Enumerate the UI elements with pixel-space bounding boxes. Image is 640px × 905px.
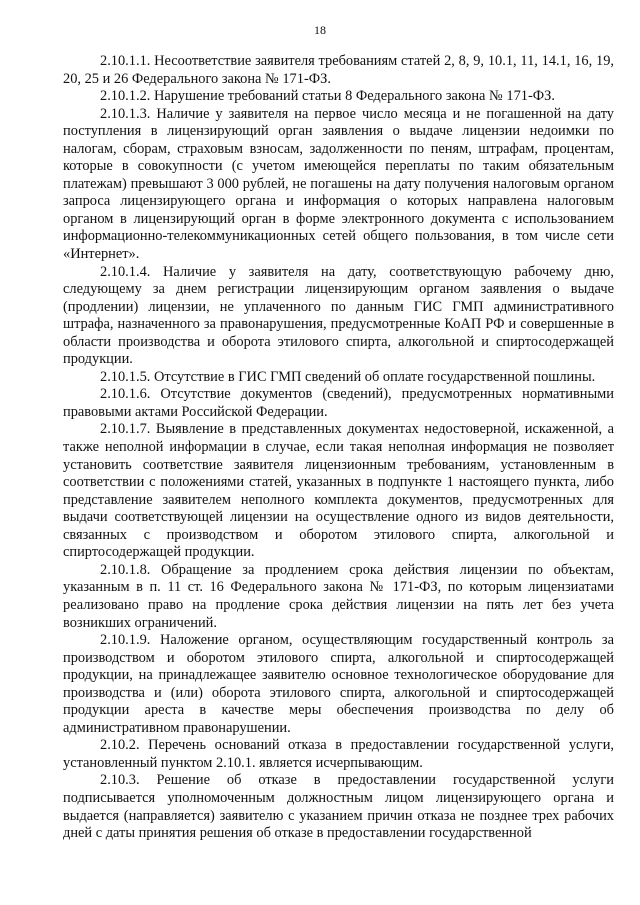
paragraph-2-10-1-1: 2.10.1.1. Несоответствие заявителя требованиям статей 2, 8, 9, 10.1, 11, 14.1, 16, 19, 20, 25 и 26 Федерального закона № 171-ФЗ. <box>63 53 614 87</box>
paragraph-2-10-1-9: 2.10.1.9. Наложение органом, осуществляющим государственный контроль за производством и оборотом этилового спирта, алкогольной и спиртосодержащей продукции, на принадлежащее заявителю основное технологическое оборудование для производства и (или) оборота этилового спирта, алкогольной и спиртосодержащей продукции ареста в качестве меры обеспечения производства по делу об административном правонарушении. <box>63 632 614 736</box>
paragraph-2-10-3: 2.10.3. Решение об отказе в предоставлении государственной услуги подписывается уполномоченным должностным лицом лицензирующего органа и выдается (направляется) заявителю с указанием причин отказа не позднее трех рабочих дней с даты принятия решения об отказе в предоставлении государственной <box>63 772 614 842</box>
paragraph-2-10-1-4: 2.10.1.4. Наличие у заявителя на дату, соответствующую рабочему дню, следующему за днем регистрации лицензирующим органом заявления о выдаче (продлении) лицензии, не уплаченного по данным ГИС ГМП административного штрафа, назначенного за правонарушения, предусмотренные КоАП РФ и совершенные в области производства и оборота этилового спирта, алкогольной и спиртосодержащей продукции. <box>63 263 614 368</box>
document-body <box>63 53 614 843</box>
paragraph-2-10-1-3: 2.10.1.3. Наличие у заявителя на первое число месяца и не погашенной на дату поступления в лицензирующий орган заявления о выдаче лицензии недоимки по налогам, сборам, страховым взносам, задолженности по пеням, штрафам, процентам, которые в совокупности (с учетом имеющейся переплаты по таким обязательным платежам) превышают 3 000 рублей, не погашены на дату получения налоговым органом запроса лицензирующего органа и информация о которых направлена налоговым органом в лицензирующий орган в форме электронного документа с использованием информационно-телекоммуникационных сетей общего пользования, в том числе сети «Интернет». <box>63 105 614 263</box>
paragraph-2-10-2: 2.10.2. Перечень оснований отказа в предоставлении государственной услуги, установленный пунктом 2.10.1. является исчерпывающим. <box>63 737 614 771</box>
page-number: 18 <box>314 23 326 37</box>
paragraph-2-10-1-8: 2.10.1.8. Обращение за продлением срока действия лицензии по объектам, указанным в п. 11 ст. 16 Федерального закона № 171-ФЗ, по которым лицензиатами реализовано право на продление срока действия лицензии на пять лет без учета возникших ограничений. <box>63 561 614 631</box>
paragraph-2-10-1-6: 2.10.1.6. Отсутствие документов (сведений), предусмотренных нормативными правовыми актами Российской Федерации. <box>63 386 614 420</box>
paragraph-2-10-1-5: 2.10.1.5. Отсутствие в ГИС ГМП сведений об оплате государственной пошлины. <box>100 368 596 385</box>
paragraph-2-10-1-2: 2.10.1.2. Нарушение требований статьи 8 Федерального закона № 171-ФЗ. <box>100 88 555 105</box>
paragraph-2-10-1-7: 2.10.1.7. Выявление в представленных документах недостоверной, искаженной, а также неполной информации в случае, если такая неполная информация не позволяет установить соответствие заявителя лицензионным требованиям, установленным в соответствии с положениями статей, указанных в подпункте 1 настоящего пункта, либо представление заявителем неполного комплекта документов, предусмотренных для выдачи соответствующей лицензии на осуществление одного из видов деятельности, связанных с производством и оборотом этилового спирта, алкогольной и спиртосодержащей продукции. <box>63 421 614 561</box>
